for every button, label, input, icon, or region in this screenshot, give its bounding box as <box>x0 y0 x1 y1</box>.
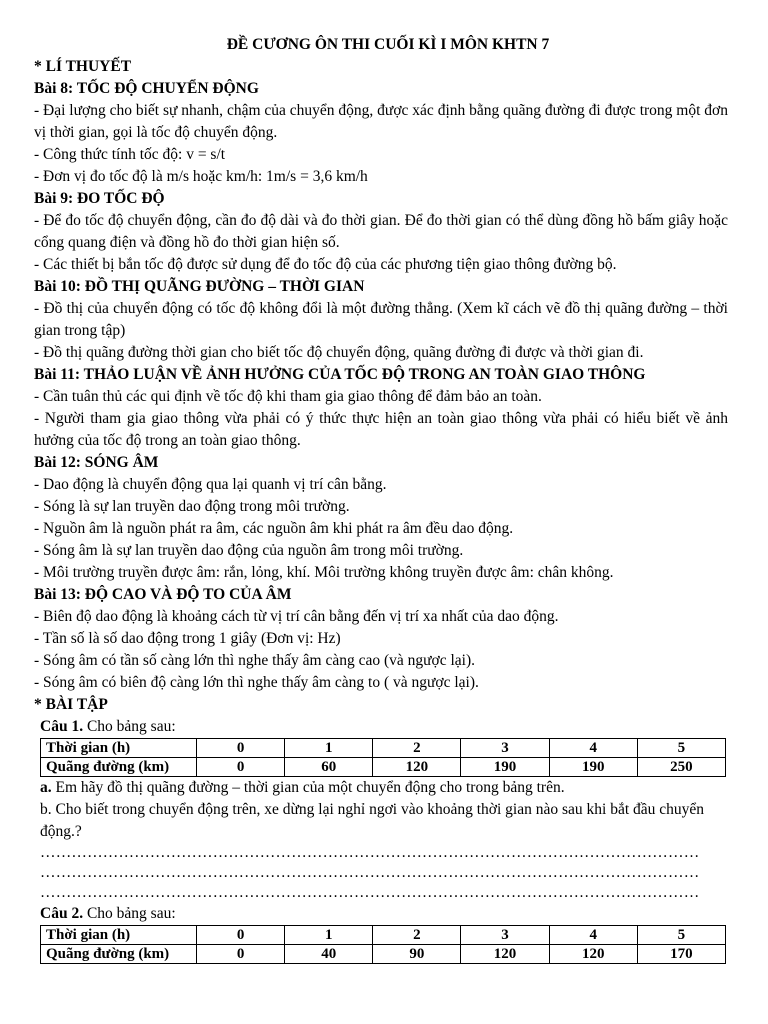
lesson-9 <box>34 188 728 276</box>
time-distance-table <box>40 925 726 964</box>
table-cell: 0 <box>197 758 285 777</box>
theory-heading: * LÍ THUYẾT <box>34 58 132 75</box>
table-row <box>41 739 726 758</box>
lesson-heading: Bài 9: ĐO TỐC ĐỘ <box>34 190 165 207</box>
question-prompt <box>40 716 728 738</box>
table-cell: 120 <box>549 945 637 964</box>
row-header: Thời gian (h) <box>41 739 197 758</box>
table-cell: 0 <box>197 739 285 758</box>
row-header: Quãng đường (km) <box>41 945 197 964</box>
lesson-heading: Bài 12: SÓNG ÂM <box>34 454 159 471</box>
lesson-heading: Bài 13: ĐỘ CAO VÀ ĐỘ TO CỦA ÂM <box>34 586 292 603</box>
lesson-line: - Môi trường truyền được âm: rắn, lỏng, khí. Môi trường không truyền được âm: chân không. <box>34 564 614 581</box>
lesson-heading: Bài 10: ĐỒ THỊ QUÃNG ĐƯỜNG – THỜI GIAN <box>34 278 365 295</box>
lesson-line: - Sóng âm có biên độ càng lớn thì nghe thấy âm càng to ( và ngược lại). <box>34 674 479 691</box>
table-cell: 1 <box>285 739 373 758</box>
lesson-13 <box>34 584 728 694</box>
lesson-line: - Đồ thị của chuyển động có tốc độ không đổi là một đường thẳng. (Xem kĩ cách vẽ đồ thị quãng đường – thời gian trong tập) <box>34 300 728 339</box>
question-2 <box>34 903 728 964</box>
lesson-line: - Dao động là chuyển động qua lại quanh vị trí cân bằng. <box>34 476 387 493</box>
table-cell: 60 <box>285 758 373 777</box>
lesson-line: - Đại lượng cho biết sự nhanh, chậm của chuyển động, được xác định bằng quãng đường đi được trong một đơn vị thời gian, gọi là tốc độ chuyển động. <box>34 102 728 141</box>
answer-line: ……………………………………………………………………………………………………………… <box>40 844 700 861</box>
sub-question-label: a. <box>40 779 52 796</box>
table-cell: 190 <box>461 758 549 777</box>
table-cell: 190 <box>549 758 637 777</box>
sub-question-a <box>40 777 728 799</box>
table-cell: 3 <box>461 926 549 945</box>
table-cell: 3 <box>461 739 549 758</box>
document-title: ĐỀ CƯƠNG ÔN THI CUỐI KÌ I MÔN KHTN 7 <box>226 36 550 53</box>
question-1 <box>34 716 728 903</box>
table-row <box>41 758 726 777</box>
table-cell: 0 <box>197 926 285 945</box>
table-cell: 0 <box>197 945 285 964</box>
document-content <box>34 34 728 964</box>
question-label: Câu 2. <box>40 905 84 922</box>
table-cell: 4 <box>549 926 637 945</box>
lesson-line: - Sóng âm là sự lan truyền dao động của nguồn âm trong môi trường. <box>34 542 464 559</box>
table-row <box>41 945 726 964</box>
table-cell: 120 <box>461 945 549 964</box>
table-cell: 4 <box>549 739 637 758</box>
table-cell: 1 <box>285 926 373 945</box>
table-cell: 120 <box>373 758 461 777</box>
lesson-line: - Các thiết bị bắn tốc độ được sử dụng để đo tốc độ của các phương tiện giao thông đường bộ. <box>34 256 617 273</box>
time-distance-table <box>40 738 726 777</box>
row-header: Thời gian (h) <box>41 926 197 945</box>
table-cell: 2 <box>373 739 461 758</box>
lesson-line: - Biên độ dao động là khoảng cách từ vị trí cân bằng đến vị trí xa nhất của dao động. <box>34 608 559 625</box>
table-row <box>41 926 726 945</box>
table-cell: 40 <box>285 945 373 964</box>
lesson-heading: Bài 8: TỐC ĐỘ CHUYỂN ĐỘNG <box>34 80 259 97</box>
table-cell: 250 <box>637 758 725 777</box>
row-header: Quãng đường (km) <box>41 758 197 777</box>
lesson-line: - Cần tuân thủ các qui định về tốc độ khi tham gia giao thông để đảm bảo an toàn. <box>34 388 542 405</box>
lesson-line: - Sóng âm có tần số càng lớn thì nghe thấy âm càng cao (và ngược lại). <box>34 652 476 669</box>
answer-line: ……………………………………………………………………………………………………………… <box>40 884 700 901</box>
table-cell: 5 <box>637 739 725 758</box>
lesson-line: - Sóng là sự lan truyền dao động trong môi trường. <box>34 498 350 515</box>
table-cell: 90 <box>373 945 461 964</box>
lesson-line: - Nguồn âm là nguồn phát ra âm, các nguồn âm khi phát ra âm đều dao động. <box>34 520 514 537</box>
lesson-line: - Tần số là số dao động trong 1 giây (Đơn vị: Hz) <box>34 630 341 647</box>
lesson-line: - Để đo tốc độ chuyển động, cần đo độ dài và đo thời gian. Để đo thời gian có thể dùng đồng hồ bấm giây hoặc cổng quang điện và đồng hồ đo thời gian hiện số. <box>34 212 728 251</box>
table-cell: 170 <box>637 945 725 964</box>
question-text: Cho bảng sau: <box>83 718 176 735</box>
question-text: Cho bảng sau: <box>83 905 176 922</box>
lesson-line: - Người tham gia giao thông vừa phải có ý thức thực hiện an toàn giao thông vừa phải có hiểu biết về ảnh hưởng của tốc độ trong an toàn giao thông. <box>34 410 728 449</box>
sub-question-b: b. Cho biết trong chuyển động trên, xe dừng lại nghỉ ngơi vào khoảng thời gian nào sau khi bắt đầu chuyển động.? <box>40 801 705 840</box>
lesson-heading: Bài 11: THẢO LUẬN VỀ ẢNH HƯỞNG CỦA TỐC ĐỘ TRONG AN TOÀN GIAO THÔNG <box>34 366 646 383</box>
lesson-10 <box>34 276 728 364</box>
exercise-heading: * BÀI TẬP <box>34 696 108 713</box>
question-label: Câu 1. <box>40 718 84 735</box>
sub-question-text: Em hãy đồ thị quãng đường – thời gian của một chuyển động cho trong bảng trên. <box>51 779 565 796</box>
lesson-12 <box>34 452 728 584</box>
answer-line: ……………………………………………………………………………………………………………… <box>40 864 700 881</box>
table-cell: 5 <box>637 926 725 945</box>
lesson-line: - Công thức tính tốc độ: v = s/t <box>34 146 226 163</box>
question-prompt <box>40 903 728 925</box>
lesson-line: - Đồ thị quãng đường thời gian cho biết tốc độ chuyển động, quãng đường đi được và thời gian đi. <box>34 344 644 361</box>
lesson-11 <box>34 364 728 452</box>
lesson-8 <box>34 78 728 188</box>
lesson-line: - Đơn vị đo tốc độ là m/s hoặc km/h: 1m/s = 3,6 km/h <box>34 168 368 185</box>
table-cell: 2 <box>373 926 461 945</box>
